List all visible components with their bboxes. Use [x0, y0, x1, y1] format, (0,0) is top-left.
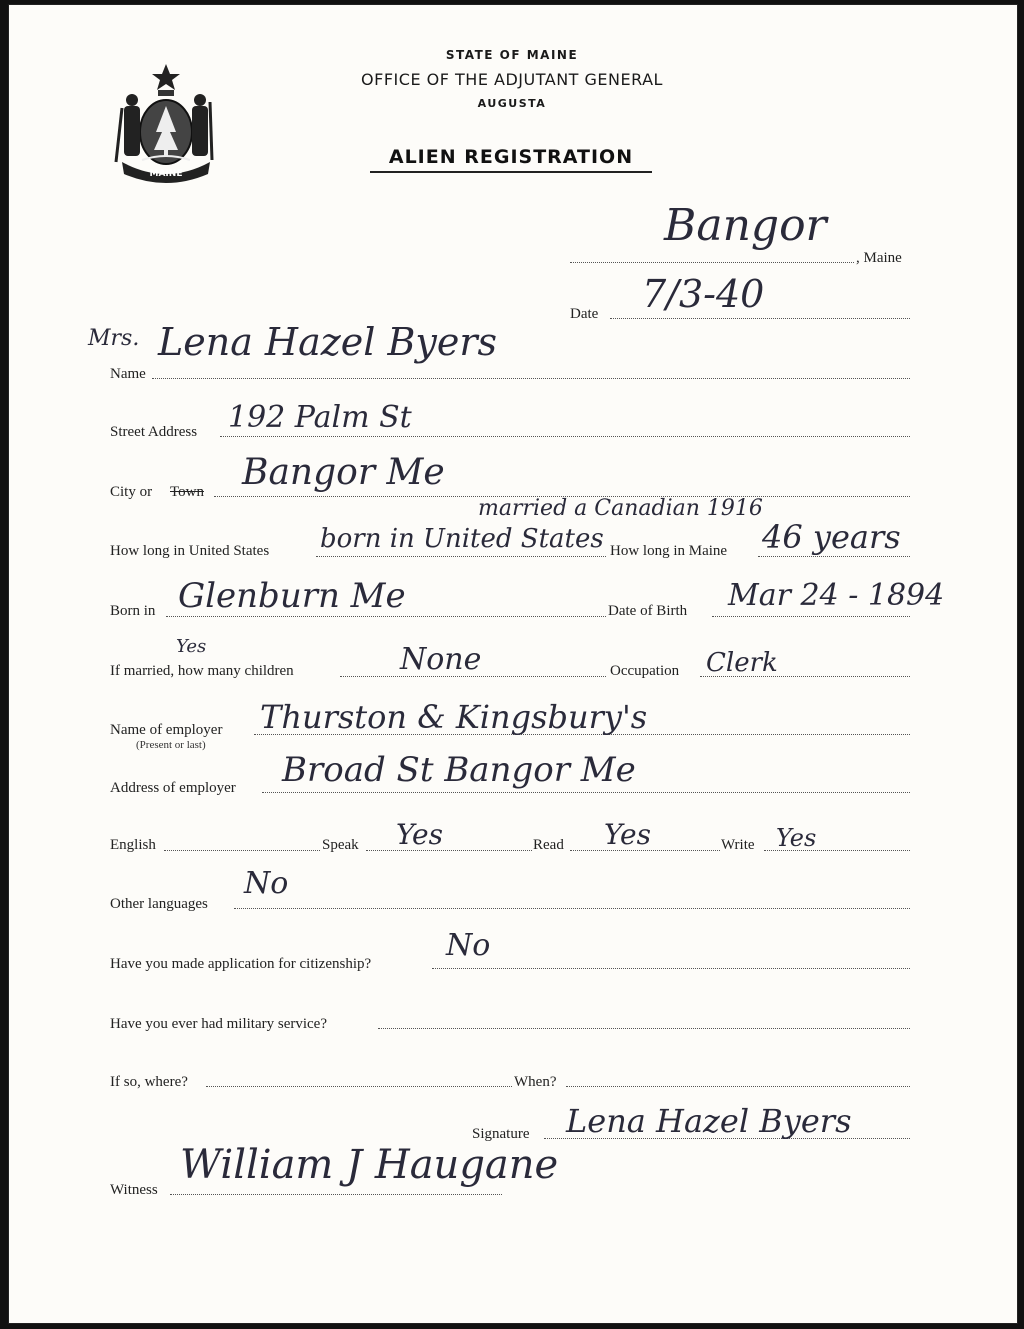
when-label: When?: [514, 1074, 557, 1090]
street-label: Street Address: [110, 424, 198, 440]
children-label: If married, how many children: [110, 663, 294, 679]
read-entry: Yes: [604, 818, 651, 851]
other-languages-label: Other languages: [110, 896, 208, 912]
children-entry: None: [400, 642, 482, 677]
note-entry: married a Canadian 1916: [478, 496, 763, 521]
citizenship-entry: No: [446, 928, 491, 963]
born-in-line: [166, 616, 606, 617]
english-label: English: [110, 837, 156, 853]
form-title: ALIEN REGISTRATION: [370, 146, 652, 173]
how-long-us-entry: born in United States: [320, 524, 604, 554]
dob-entry: Mar 24 - 1894: [728, 578, 945, 613]
street-entry: 192 Palm St: [228, 400, 412, 435]
signature-label: Signature: [472, 1126, 530, 1142]
city-entry: Bangor Me: [242, 452, 445, 493]
witness-label: Witness: [110, 1182, 158, 1198]
employer-address-entry: Broad St Bangor Me: [282, 750, 636, 790]
how-long-maine-line: [758, 556, 910, 557]
dob-label: Date of Birth: [608, 603, 688, 619]
city-heading: AUGUSTA: [477, 97, 547, 110]
maine-label: , Maine: [856, 250, 902, 266]
place-line: [570, 262, 854, 263]
write-entry: Yes: [776, 824, 817, 852]
state-heading: STATE OF MAINE: [445, 48, 579, 62]
speak-entry: Yes: [396, 818, 443, 851]
seal-text: MAINE: [149, 169, 183, 179]
maine-state-seal-icon: [112, 62, 220, 184]
military-label: Have you ever had military service?: [110, 1016, 327, 1032]
employer-entry: Thurston & Kingsbury's: [260, 698, 648, 736]
how-long-us-line: [316, 556, 606, 557]
citizenship-line: [432, 968, 910, 969]
speak-line: [366, 850, 532, 851]
speak-label: Speak: [322, 837, 359, 853]
employer-sublabel: (Present or last): [136, 739, 206, 751]
married-entry: Yes: [176, 636, 207, 657]
place-entry: Bangor: [664, 200, 827, 251]
name-line: [152, 378, 910, 379]
date-line: [610, 318, 910, 319]
read-label: Read: [533, 837, 564, 853]
employer-address-line: [262, 792, 910, 793]
city-label: City or: [110, 484, 153, 500]
town-label: Town: [170, 484, 204, 500]
write-label: Write: [721, 837, 755, 853]
how-long-maine-entry: 46 years: [762, 518, 901, 556]
name-label: Name: [110, 366, 146, 382]
where-line: [206, 1086, 512, 1087]
where-label: If so, where?: [110, 1074, 188, 1090]
english-line: [164, 850, 320, 851]
how-long-maine-label: How long in Maine: [610, 543, 728, 559]
occupation-entry: Clerk: [706, 648, 778, 678]
other-languages-line: [234, 908, 910, 909]
citizenship-label: Have you made application for citizenship?: [110, 956, 372, 972]
employer-label: Name of employer: [110, 722, 223, 738]
occupation-label: Occupation: [610, 663, 680, 679]
dob-line: [712, 616, 910, 617]
when-line: [566, 1086, 910, 1087]
street-line: [220, 436, 910, 437]
witness-line: [170, 1194, 502, 1195]
witness-entry: William J Haugane: [180, 1142, 559, 1188]
military-line: [378, 1028, 910, 1029]
date-entry: 7/3-40: [642, 272, 765, 316]
office-heading: OFFICE OF THE ADJUTANT GENERAL: [361, 70, 663, 89]
date-label: Date: [570, 306, 599, 322]
other-languages-entry: No: [244, 866, 289, 901]
signature-entry: Lena Hazel Byers: [566, 1102, 852, 1140]
name-entry: Lena Hazel Byers: [158, 320, 498, 364]
title-entry: Mrs.: [88, 326, 140, 351]
born-in-entry: Glenburn Me: [178, 576, 406, 616]
born-in-label: Born in: [110, 603, 156, 619]
how-long-us-label: How long in United States: [110, 543, 270, 559]
employer-address-label: Address of employer: [110, 780, 236, 796]
